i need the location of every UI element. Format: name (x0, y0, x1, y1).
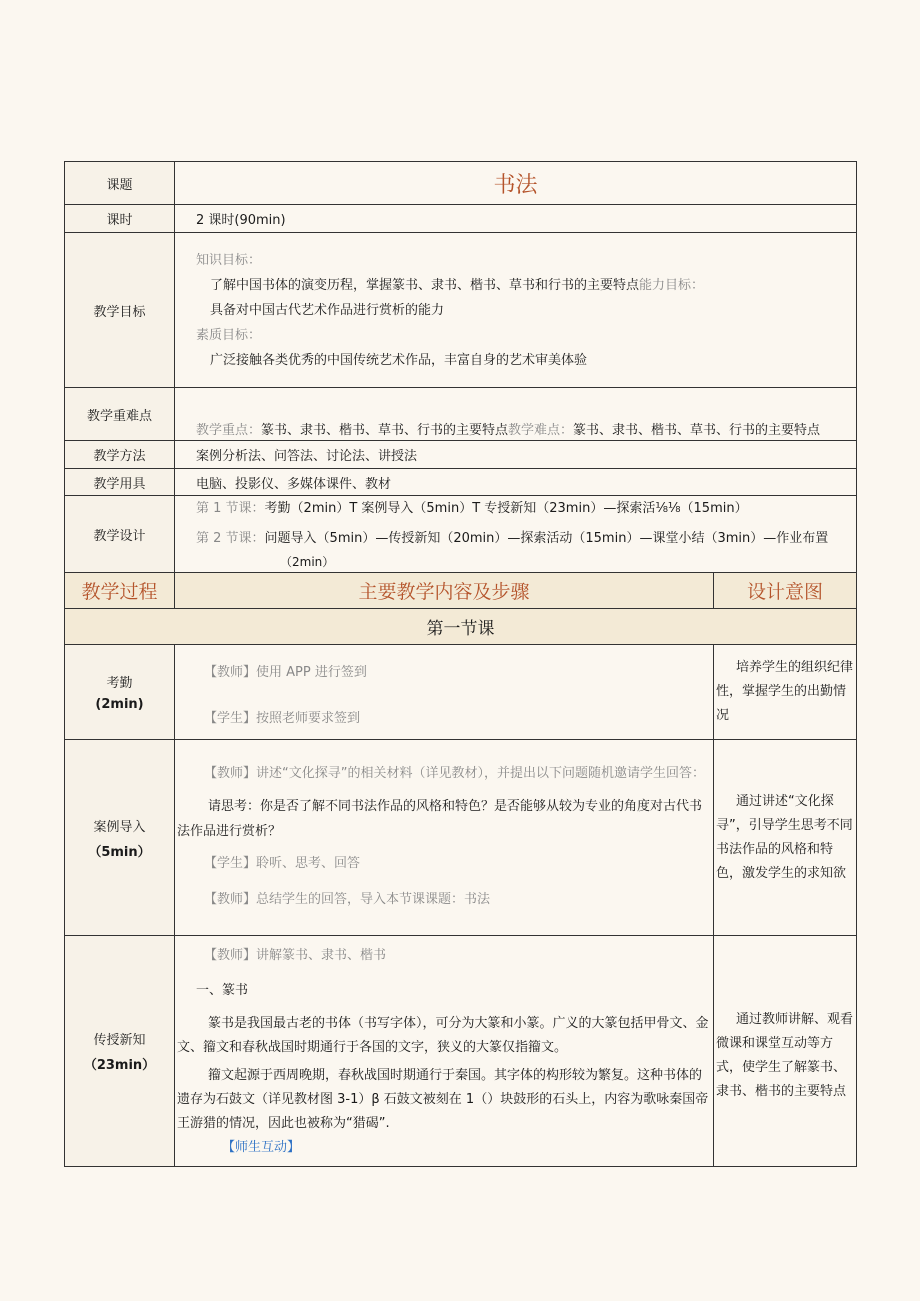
design-lesson2 (196, 526, 856, 552)
attendance-row (65, 645, 857, 740)
ability-text: 具备对中国古代艺术作品进行赏析的能力 (210, 302, 445, 318)
case-intro-content (175, 740, 714, 936)
quality-text: 广泛接触各类优秀的中国传统艺术作品，丰富自身的艺术审美体验 (210, 352, 588, 368)
topic-row (65, 162, 857, 205)
case-intro-time: （5min） (88, 844, 151, 860)
keypoints-row (65, 388, 857, 441)
lesson2-tail: （2min） (280, 555, 335, 569)
case-intro-label-cell (65, 740, 175, 936)
keypoints-content (175, 388, 857, 441)
methods-value: 案例分析法、问答法、讨论法、讲授法 (175, 441, 857, 469)
attendance-student-tag: 【学生】 (204, 711, 257, 726)
quality-title: 素质目标： (196, 327, 262, 343)
design-content (175, 496, 857, 573)
case-intro-intent: 通过讲述“文化探寻”，引导学生思考不同书法作品的风格和特色，激发学生的求知欲 (714, 740, 857, 936)
topic-value: 书法 (175, 162, 857, 205)
process-col1-header: 教学过程 (65, 573, 175, 609)
new-knowledge-teacher-text: 讲解篆书、隶书、楷书 (256, 948, 387, 963)
lesson1-title: 第 1 节课： (196, 501, 265, 516)
lesson-plan-table (64, 161, 857, 1167)
hours-row (65, 205, 857, 233)
new-knowledge-interaction: 【师生互动】 (222, 1140, 301, 1155)
case-intro-teacher2-text: 总结学生的回答，导入本节课课题：书法 (256, 892, 491, 907)
difficult-title: 教学难点： (508, 423, 574, 438)
new-knowledge-label: 传授新知 (93, 1033, 146, 1048)
keypoints-label: 教学重难点 (65, 388, 175, 441)
topic-label: 课题 (65, 162, 175, 205)
attendance-intent: 培养学生的组织纪律性，掌握学生的出勤情况 (714, 645, 857, 740)
attendance-teacher (204, 663, 713, 683)
new-knowledge-intent: 通过教师讲解、观看微课和课堂互动等方式，使学生了解篆书、隶书、楷书的主要特点 (714, 936, 857, 1167)
new-knowledge-heading: 一、篆书 (196, 983, 249, 998)
objectives-content (175, 233, 857, 388)
lesson2-text: 问题导入（5min）—传授新知（20min）—探索活动（15min）—课堂小结（3min）—作业布置 (264, 531, 829, 546)
section1-title: 第一节课 (65, 609, 857, 645)
attendance-label: 考勤 (106, 676, 133, 691)
tools-label: 教学用具 (65, 469, 175, 496)
methods-row (65, 441, 857, 469)
case-intro-teacher-text: 讲述“文化探寻”的相关材料（详见教材），并提出以下问题随机邀请学生回答： (256, 766, 705, 781)
case-intro-teacher2-tag: 【教师】 (204, 892, 257, 907)
process-col3-header: 设计意图 (714, 573, 857, 609)
tools-row (65, 469, 857, 496)
case-intro-teacher-tag: 【教师】 (204, 766, 257, 781)
new-knowledge-label-cell (65, 936, 175, 1167)
process-col2-header: 主要教学内容及步骤 (175, 573, 714, 609)
attendance-teacher-tag: 【教师】 (204, 665, 257, 680)
new-knowledge-time: （23min） (83, 1058, 156, 1073)
attendance-teacher-text: 使用 APP 进行签到 (256, 665, 367, 680)
case-intro-student-text: 聆听、思考、回答 (256, 856, 361, 871)
case-intro-question: 请思考：你是否了解不同书法作品的风格和特色？是否能够从较为专业的角度对古代书法作品进行赏析？ (177, 799, 703, 839)
case-intro-teacher2 (177, 890, 713, 910)
case-intro-row (65, 740, 857, 936)
design-row (65, 496, 857, 573)
ability-title: 能力目标： (639, 277, 705, 293)
attendance-student (204, 709, 713, 729)
tools-value: 电脑、投影仪、多媒体课件、教材 (175, 469, 857, 496)
methods-label: 教学方法 (65, 441, 175, 469)
new-knowledge-teacher (177, 946, 713, 966)
knowledge-title: 知识目标： (196, 252, 262, 268)
new-knowledge-row (65, 936, 857, 1167)
attendance-time: (2min) (95, 697, 144, 712)
hours-label: 课时 (65, 205, 175, 233)
case-intro-label: 案例导入 (93, 819, 146, 835)
knowledge-text: 了解中国书体的演变历程，掌握篆书、隶书、楷书、草书和行书的主要特点 (210, 277, 640, 293)
process-header-row (65, 573, 857, 609)
attendance-label-cell (65, 645, 175, 740)
attendance-content (175, 645, 714, 740)
case-intro-student-tag: 【学生】 (204, 856, 257, 871)
key-title: 教学重点： (196, 423, 262, 438)
new-knowledge-para1: 篆书是我国最古老的书体（书写字体），可分为大篆和小篆。广义的大篆包括甲骨文、金文、籀文和春秋战国时期通行于各国的文字，狭义的大篆仅指籀文。 (177, 1016, 709, 1055)
objectives-label: 教学目标 (65, 233, 175, 388)
hours-value: 2 课时(90min) (175, 205, 857, 233)
design-label: 教学设计 (65, 496, 175, 573)
attendance-student-text: 按照老师要求签到 (256, 711, 361, 726)
case-intro-teacher (177, 764, 713, 784)
knowledge-line (196, 273, 856, 298)
lesson1-text: 考勤（2min）T 案例导入（5min）T 专授新知（23min）—探索活⅛⅛（15min） (264, 501, 748, 516)
case-intro-student (177, 854, 713, 874)
lesson-plan (64, 161, 856, 1167)
key-text: 篆书、隶书、楷书、草书、行书的主要特点 (261, 423, 509, 438)
lesson2-title: 第 2 节课： (196, 531, 265, 546)
section-title-row (65, 609, 857, 645)
difficult-text: 篆书、隶书、楷书、草书、行书的主要特点 (573, 423, 821, 438)
new-knowledge-content (175, 936, 714, 1167)
new-knowledge-teacher-tag: 【教师】 (204, 948, 257, 963)
objectives-row (65, 233, 857, 388)
new-knowledge-para2: 籀文起源于西周晚期，春秋战国时期通行于秦国。其字体的构形较为繁复。这种书体的遗存为石鼓文（详见教材图 3-1）β 石鼓文被刻在 1（）块鼓形的石头上，内容为歌咏秦国帝王游猎的情况，因此也被称为“猎碣”. (177, 1068, 709, 1131)
design-lesson1 (196, 496, 856, 522)
